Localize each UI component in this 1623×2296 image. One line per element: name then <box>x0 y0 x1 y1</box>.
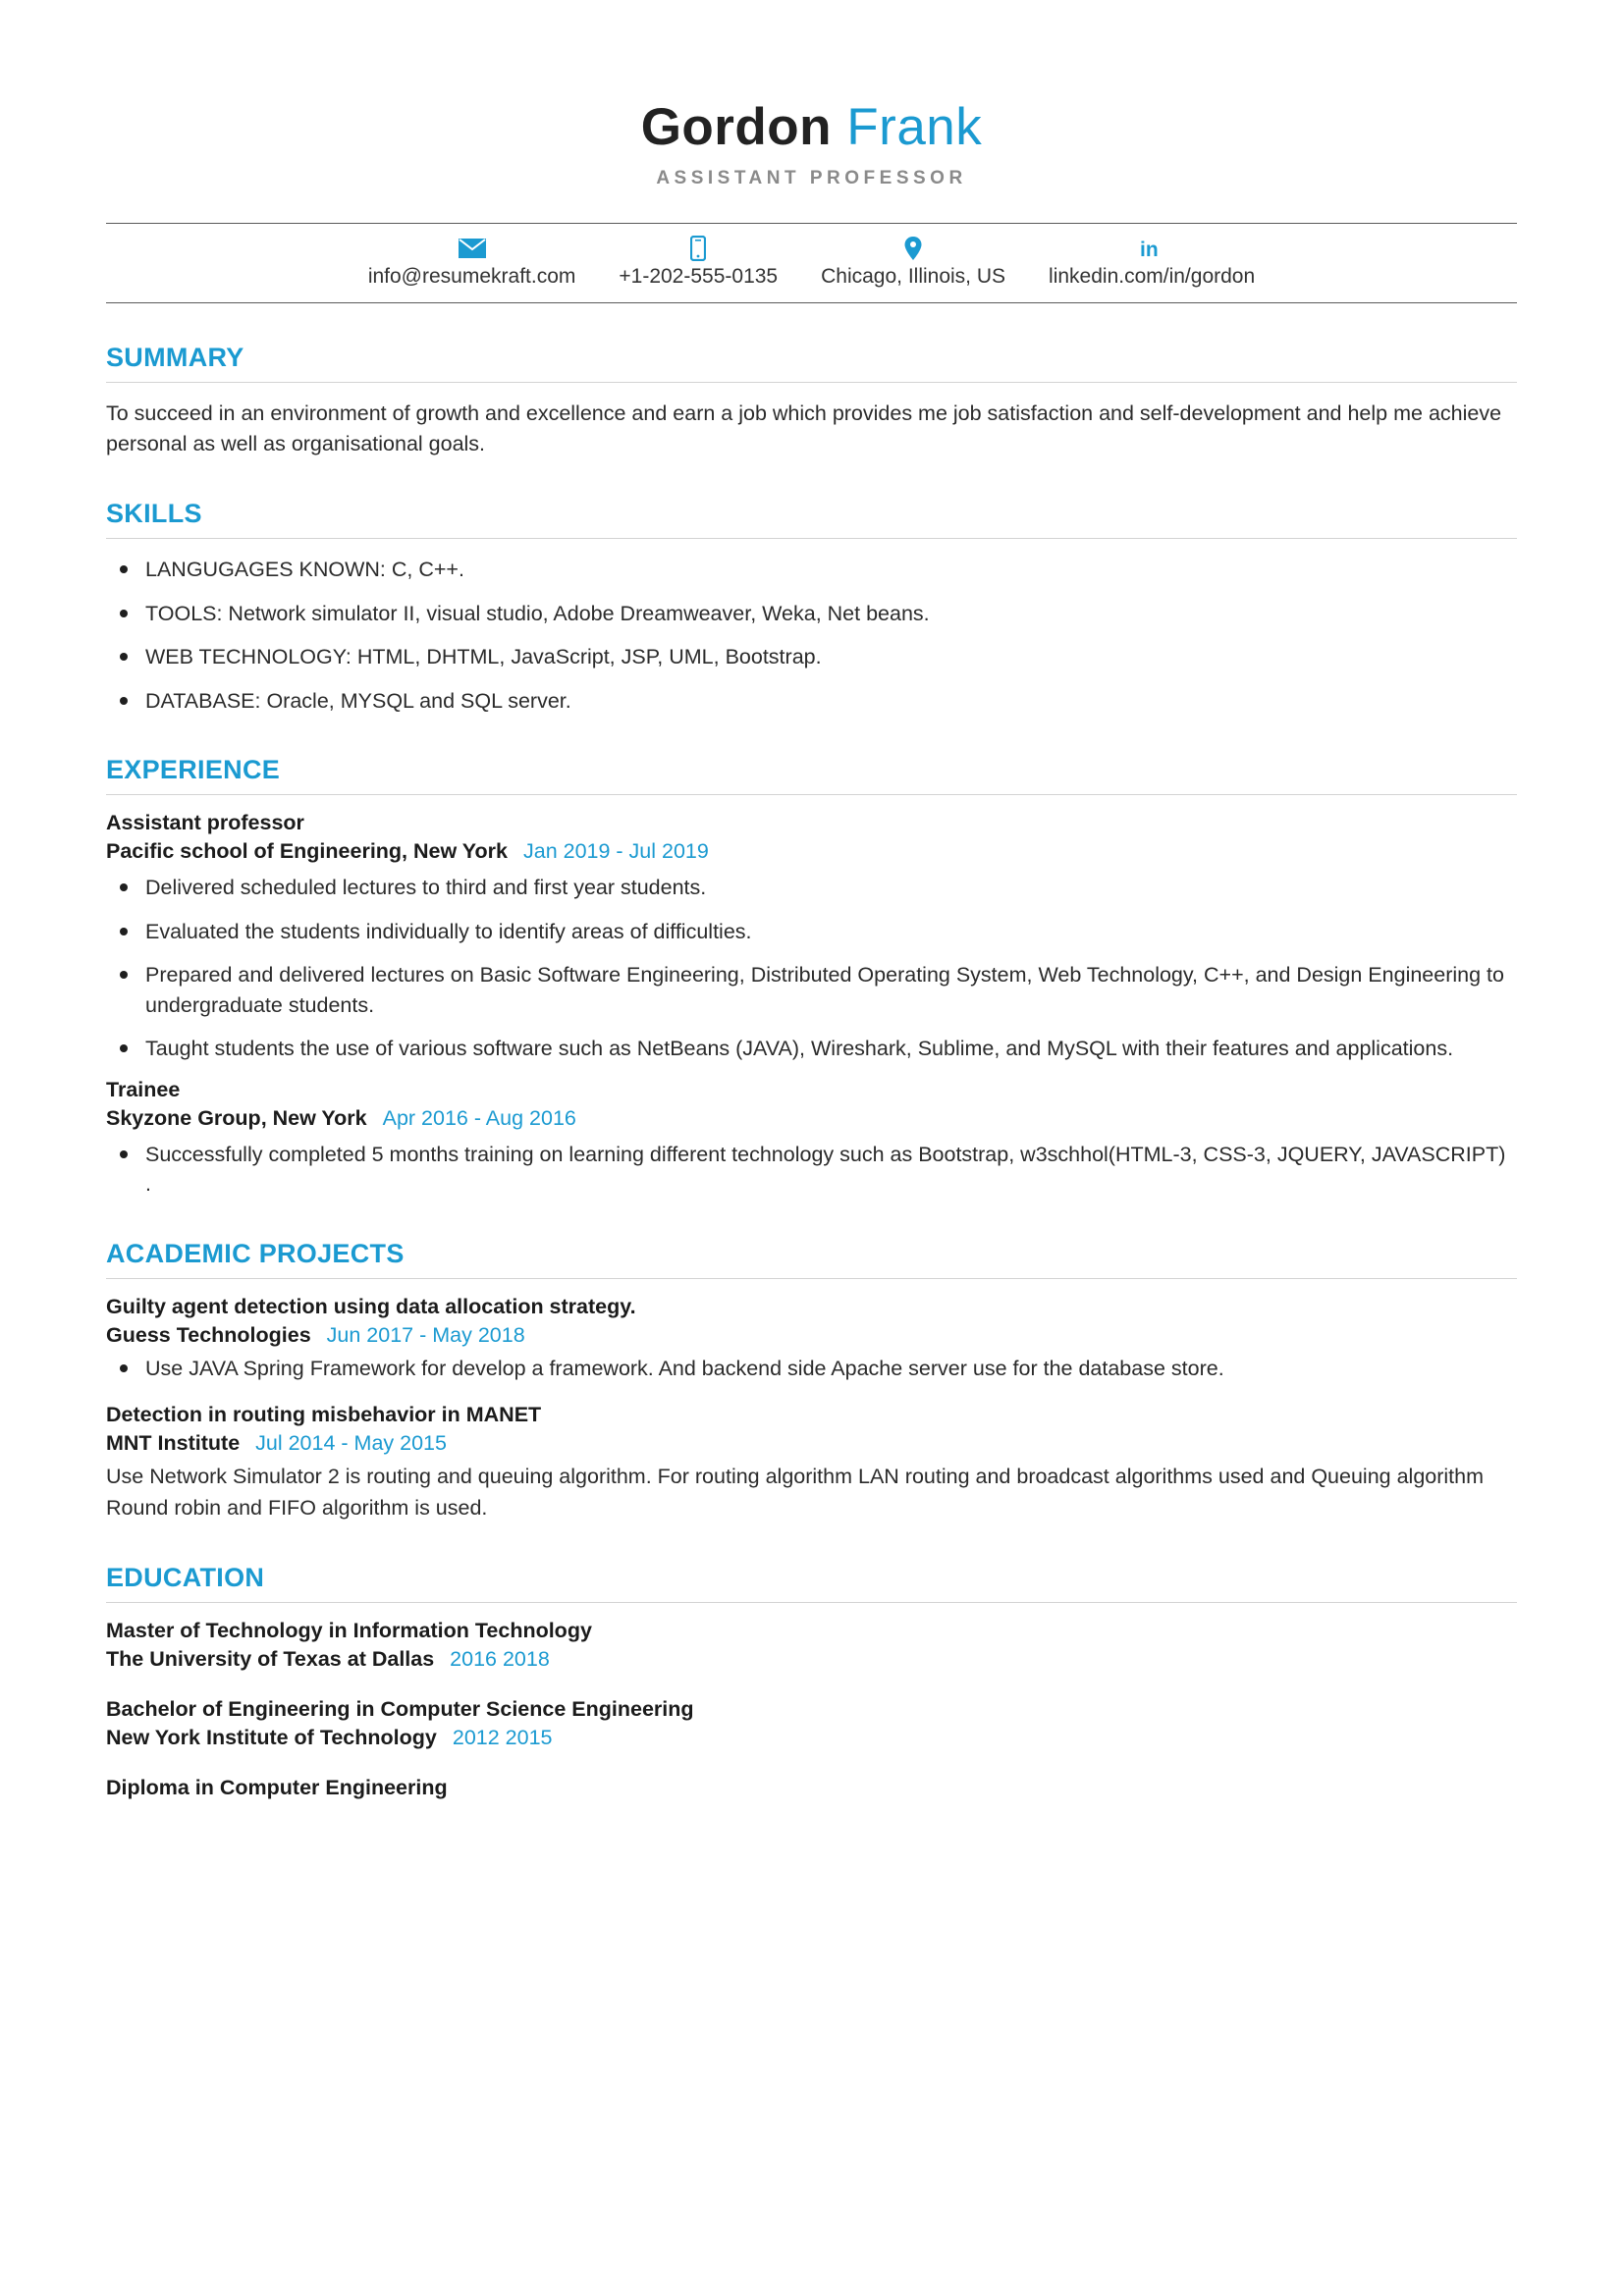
education-degree: Diploma in Computer Engineering <box>106 1775 448 1799</box>
contact-phone-text: +1-202-555-0135 <box>619 264 779 288</box>
project-entry <box>106 1403 1517 1522</box>
job-company: Pacific school of Engineering, New York <box>106 839 508 864</box>
job-bullets <box>106 873 1517 1064</box>
contact-phone[interactable] <box>597 236 799 289</box>
job-company: Skyzone Group, New York <box>106 1105 367 1130</box>
job-dates: Jan 2019 - Jul 2019 <box>522 839 709 864</box>
education-degree: Bachelor of Engineering in Computer Science Engineering <box>106 1696 694 1721</box>
project-dates: Jul 2014 - May 2015 <box>255 1431 447 1456</box>
list-item: WEB TECHNOLOGY: HTML, DHTML, JavaScript, JSP, UML, Bootstrap. <box>106 642 1517 672</box>
project-bullets <box>106 1354 1517 1384</box>
section-academic-projects <box>106 1239 1517 1523</box>
envelope-icon <box>459 236 486 261</box>
section-title-summary: SUMMARY <box>106 342 244 372</box>
education-school: New York Institute of Technology <box>106 1725 437 1749</box>
linkedin-icon <box>1138 236 1165 261</box>
education-entry <box>106 1776 1517 1800</box>
section-experience <box>106 755 1517 1200</box>
project-description: Use Network Simulator 2 is routing and queuing algorithm. For routing algorithm LAN routing and broadcast algorithms used and Queuing algorithm Round robin and FIFO algorithm is used. <box>106 1465 1485 1520</box>
contact-linkedin[interactable] <box>1027 236 1276 289</box>
experience-entry <box>106 811 1517 1064</box>
svg-text:in: in <box>1140 238 1159 260</box>
list-item: Use JAVA Spring Framework for develop a framework. And backend side Apache server use for the database store. <box>106 1354 1517 1384</box>
education-school: The University of Texas at Dallas <box>106 1646 435 1671</box>
education-school-line <box>106 1647 1517 1672</box>
list-item: TOOLS: Network simulator II, visual studio, Adobe Dreamweaver, Weka, Net beans. <box>106 599 1517 629</box>
education-dates: 2016 2018 <box>450 1646 550 1671</box>
job-title: Trainee <box>106 1077 181 1101</box>
education-dates: 2012 2015 <box>452 1725 553 1749</box>
section-divider <box>106 794 1517 795</box>
section-divider <box>106 382 1517 383</box>
list-item: Successfully completed 5 months training on learning different technology such as Bootstrap, w3schhol(HTML-3, CSS-3, JQUERY, JAVASCRIPT) . <box>106 1140 1517 1200</box>
job-role-subtitle: ASSISTANT PROFESSOR <box>656 167 967 188</box>
project-title: Guilty agent detection using data allocation strategy. <box>106 1294 636 1318</box>
project-dates: Jun 2017 - May 2018 <box>326 1322 525 1347</box>
section-divider <box>106 1602 1517 1603</box>
project-org-line <box>106 1431 1517 1456</box>
list-item: LANGUGAGES KNOWN: C, C++. <box>106 555 1517 585</box>
experience-entry <box>106 1078 1517 1200</box>
education-entry <box>106 1619 1517 1672</box>
contact-bar <box>106 223 1517 303</box>
section-title-skills: SKILLS <box>106 499 202 529</box>
job-company-line <box>106 839 1517 864</box>
education-degree: Master of Technology in Information Technology <box>106 1618 592 1642</box>
first-name: Gordon <box>640 98 833 156</box>
section-divider <box>106 538 1517 539</box>
contact-location[interactable] <box>799 236 1027 289</box>
section-title-projects: ACADEMIC PROJECTS <box>106 1238 405 1268</box>
list-item: Evaluated the students individually to identify areas of difficulties. <box>106 917 1517 947</box>
education-entry <box>106 1697 1517 1750</box>
skills-list <box>106 555 1517 716</box>
project-org-line <box>106 1323 1517 1348</box>
list-item: DATABASE: Oracle, MYSQL and SQL server. <box>106 686 1517 717</box>
job-company-line <box>106 1106 1517 1131</box>
list-item: Delivered scheduled lectures to third and first year students. <box>106 873 1517 903</box>
section-education <box>106 1563 1517 1800</box>
job-bullets <box>106 1140 1517 1200</box>
contact-email-text: info@resumekraft.com <box>367 264 576 288</box>
section-divider <box>106 1278 1517 1279</box>
last-name: Frank <box>846 98 983 156</box>
project-title: Detection in routing misbehavior in MANET <box>106 1403 542 1427</box>
job-title: Assistant professor <box>106 811 304 835</box>
project-entry <box>106 1295 1517 1384</box>
contact-linkedin-text: linkedin.com/in/gordon <box>1049 264 1256 288</box>
section-title-experience: EXPERIENCE <box>106 755 281 785</box>
section-title-education: EDUCATION <box>106 1562 265 1592</box>
section-skills <box>106 499 1517 716</box>
contact-email[interactable] <box>347 236 598 289</box>
project-org: MNT Institute <box>106 1431 241 1456</box>
job-dates: Apr 2016 - Aug 2016 <box>382 1105 576 1130</box>
summary-text: To succeed in an environment of growth and excellence and earn a job which provides me job satisfaction and self-development and help me achieve personal as well as organisational goals. <box>106 400 1502 456</box>
resume-header <box>106 0 1517 189</box>
list-item: Prepared and delivered lectures on Basic Software Engineering, Distributed Operating System, Web Technology, C++, and Design Engineering to undergraduate students. <box>106 960 1517 1020</box>
candidate-name <box>106 98 1517 158</box>
location-pin-icon <box>903 236 923 261</box>
list-item: Taught students the use of various software such as NetBeans (JAVA), Wireshark, Sublime, and MySQL with their features and applications. <box>106 1034 1517 1064</box>
contact-location-text: Chicago, Illinois, US <box>821 264 1006 288</box>
section-summary <box>106 343 1517 459</box>
project-org: Guess Technologies <box>106 1322 311 1347</box>
mobile-phone-icon <box>690 236 706 261</box>
education-school-line <box>106 1726 1517 1750</box>
